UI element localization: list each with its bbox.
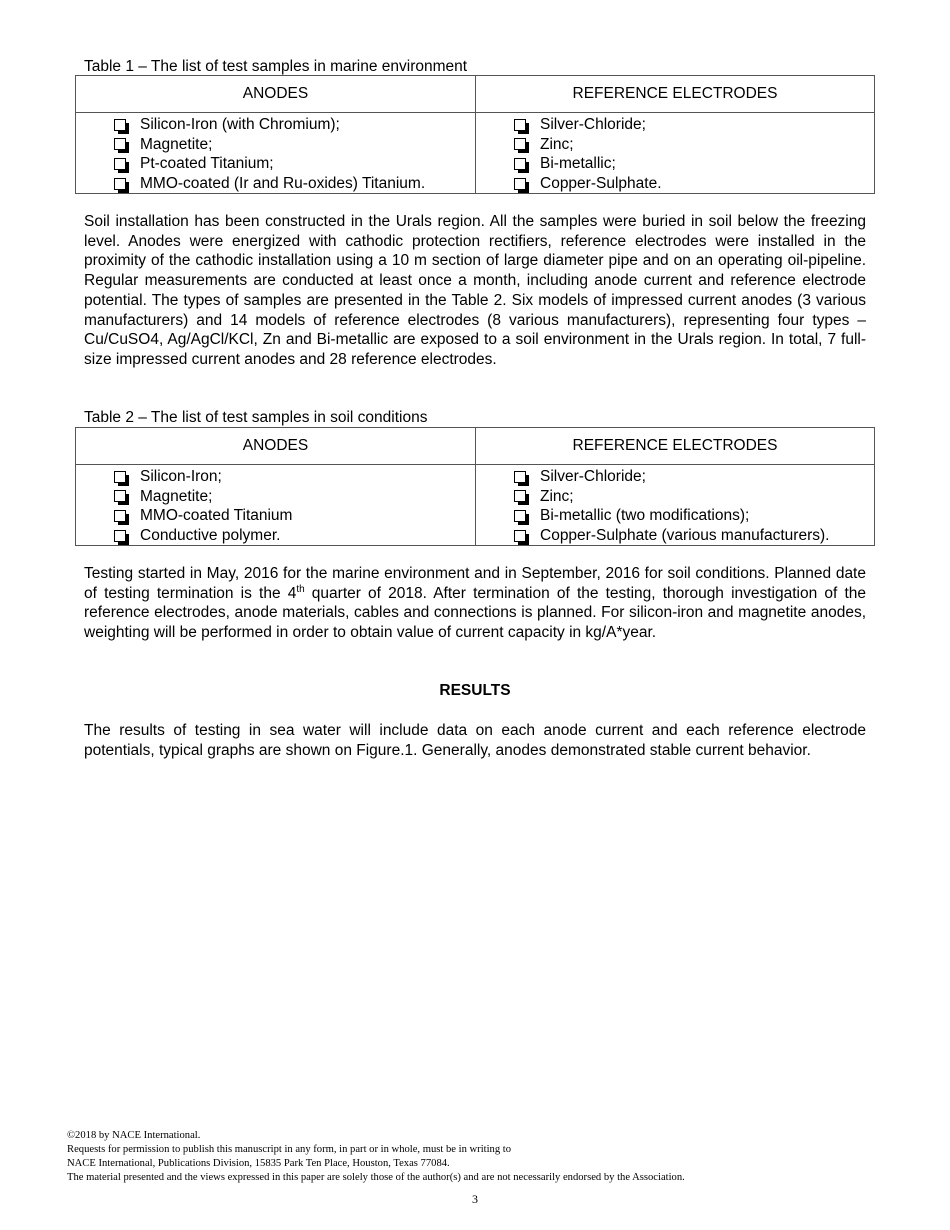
list-item: Zinc; bbox=[476, 135, 874, 155]
body-paragraph-results: The results of testing in sea water will include data on each anode current and each reference electrode potentials, typical graphs are shown on Figure.1. Generally, anodes demonstrated stable current behavior. bbox=[84, 722, 866, 759]
list-item: MMO-coated Titanium bbox=[76, 506, 475, 526]
table2-anodes-cell bbox=[76, 465, 476, 546]
table1-refs-cell bbox=[476, 113, 875, 194]
checkbox-bullet-icon bbox=[514, 510, 526, 522]
checkbox-bullet-icon bbox=[514, 471, 526, 483]
list-item: Silicon-Iron (with Chromium); bbox=[76, 115, 475, 135]
list-item: Magnetite; bbox=[76, 135, 475, 155]
list-item: Bi-metallic (two modifications); bbox=[476, 506, 874, 526]
list-item: Copper-Sulphate. bbox=[476, 174, 874, 194]
checkbox-bullet-icon bbox=[114, 471, 126, 483]
table2-header-refs: REFERENCE ELECTRODES bbox=[476, 428, 875, 465]
checkbox-bullet-icon bbox=[114, 510, 126, 522]
list-item: Pt-coated Titanium; bbox=[76, 154, 475, 174]
list-item: Zinc; bbox=[476, 487, 874, 507]
table2-caption: Table 2 – The list of test samples in soil conditions bbox=[84, 409, 428, 426]
list-item: Copper-Sulphate (various manufacturers). bbox=[476, 526, 874, 546]
list-item: Silver-Chloride; bbox=[476, 115, 874, 135]
list-item: MMO-coated (Ir and Ru-oxides) Titanium. bbox=[76, 174, 475, 194]
table1 bbox=[75, 75, 875, 194]
table2-header-anodes: ANODES bbox=[76, 428, 476, 465]
list-item: Silver-Chloride; bbox=[476, 467, 874, 487]
checkbox-bullet-icon bbox=[114, 138, 126, 150]
body-paragraph-testing: Testing started in May, 2016 for the marine environment and in September, 2016 for soil conditions. Planned date of testing termination is the 4th quarter of 2018. After termination of the testing, thorough investigation of the reference electrodes, anode materials, cables and connections is planned. For silicon-iron and magnetite anodes, weighting will be performed in order to obtain value of current capacity in kg/A*year. bbox=[84, 565, 866, 642]
table2-refs-cell bbox=[476, 465, 875, 546]
checkbox-bullet-icon bbox=[514, 530, 526, 542]
checkbox-bullet-icon bbox=[514, 119, 526, 131]
checkbox-bullet-icon bbox=[114, 490, 126, 502]
copyright-footer: ©2018 by NACE International. Requests for permission to publish this manuscript in any form, in part or in whole, must be in writing to NACE International, Publications Division, 15835 Park Ten Place, Houston, Texas 77084. The material presented and the views expressed in this paper are solely those of the author(s) and are not necessarily endorsed by the Association. bbox=[67, 1130, 685, 1183]
checkbox-bullet-icon bbox=[114, 530, 126, 542]
page-number: 3 bbox=[472, 1192, 478, 1206]
list-item: Silicon-Iron; bbox=[76, 467, 475, 487]
checkbox-bullet-icon bbox=[514, 490, 526, 502]
checkbox-bullet-icon bbox=[114, 119, 126, 131]
body-paragraph-soil: Soil installation has been constructed in the Urals region. All the samples were buried in soil below the freezing level. Anodes were energized with cathodic protection rectifiers, reference electrodes were installed in the proximity of the cathodic installation using a 10 m section of large diameter pipe and on an operating oil-pipeline. Regular measurements are conducted at least once a month, including anode current and reference electrode potential. The types of samples are presented in the Table 2. Six models of impressed current anodes (3 various manufacturers) and 14 models of reference electrodes (8 various manufacturers), representing four types – Cu/CuSO4, Ag/AgCl/KCl, Zn and Bi-metallic are exposed to a soil environment in the Urals region. In total, 7 full-size impressed current anodes and 28 reference electrodes. bbox=[84, 213, 866, 368]
list-item: Magnetite; bbox=[76, 487, 475, 507]
list-item: Conductive polymer. bbox=[76, 526, 475, 546]
section-heading-results: RESULTS bbox=[439, 682, 511, 699]
checkbox-bullet-icon bbox=[114, 158, 126, 170]
checkbox-bullet-icon bbox=[514, 158, 526, 170]
table2 bbox=[75, 427, 875, 546]
table1-anodes-cell bbox=[76, 113, 476, 194]
table1-caption: Table 1 – The list of test samples in marine environment bbox=[84, 58, 468, 75]
table1-header-refs: REFERENCE ELECTRODES bbox=[476, 76, 875, 113]
checkbox-bullet-icon bbox=[514, 138, 526, 150]
table1-header-anodes: ANODES bbox=[76, 76, 476, 113]
checkbox-bullet-icon bbox=[114, 178, 126, 190]
checkbox-bullet-icon bbox=[514, 178, 526, 190]
list-item: Bi-metallic; bbox=[476, 154, 874, 174]
